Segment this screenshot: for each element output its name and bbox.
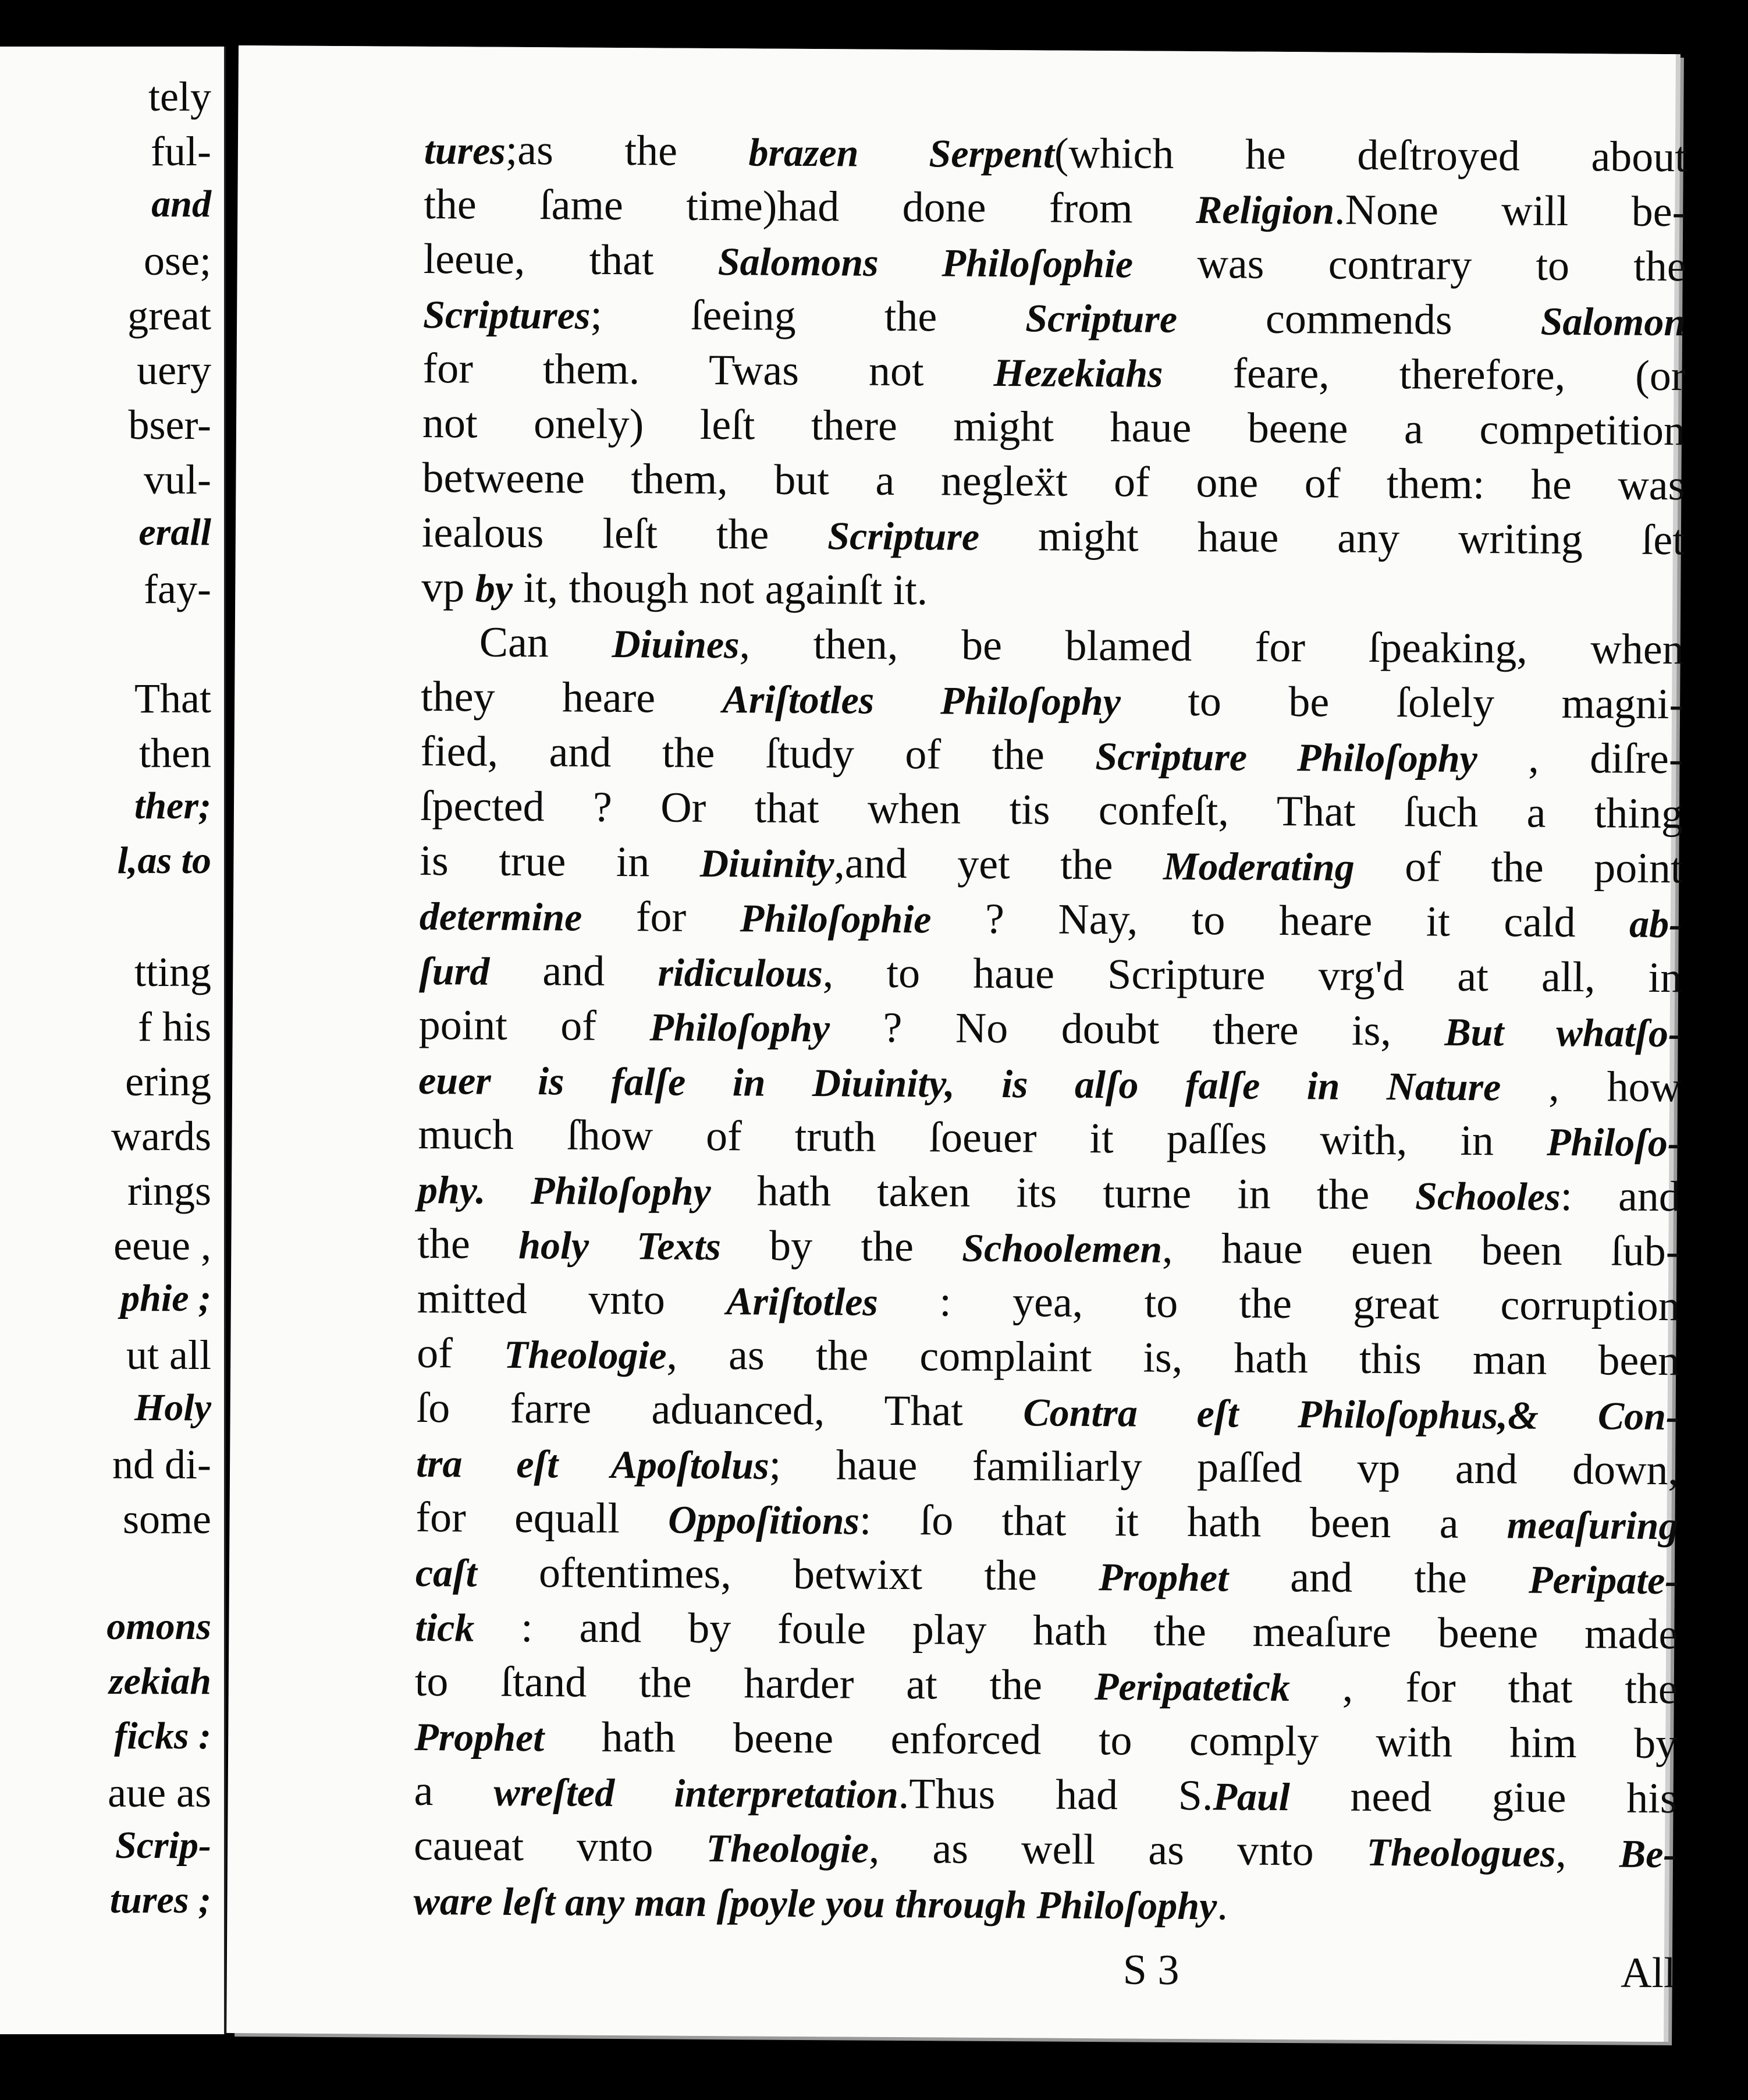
text-line: betweene them, but a negleẍt of one of them: he was: [422, 453, 1685, 510]
left-text-line: erall: [138, 511, 211, 554]
left-text-line: rings: [127, 1168, 211, 1214]
left-text-line: tting: [134, 949, 211, 995]
text-line: Prophet hath beene enforced to comply with him by: [414, 1713, 1678, 1768]
page-body-text: [413, 122, 1687, 1935]
left-text-line: Scrip-: [115, 1824, 211, 1867]
left-text-line: l,as to: [117, 839, 211, 882]
page-footer: [413, 1941, 1676, 2007]
catchword: All: [1621, 1949, 1676, 1998]
left-text-line: great: [127, 292, 211, 339]
text-line: for them. Twas not Hezekiahs feare, therefore, (or: [422, 344, 1686, 400]
left-text-line: ering: [125, 1058, 211, 1105]
left-page-fragment: [0, 47, 226, 2034]
text-line: of Theologie, as the complaint is, hath this man been: [417, 1329, 1680, 1385]
left-text-line: ficks :: [114, 1715, 211, 1757]
text-line: iealous leſt the Scripture might haue any writing ſet: [421, 508, 1685, 565]
left-text-line: then: [139, 730, 211, 776]
text-line: a wreſted interpretation.Thus had S.Paul need giue his: [414, 1766, 1677, 1823]
left-text-line: wards: [111, 1113, 211, 1159]
left-text-line: f his: [138, 1003, 211, 1050]
text-line: leeue, that Salomons Philoſophie was contrary to the: [423, 235, 1686, 291]
text-line: they heare Ariſtotles Philoſophy to be ſolely magni-: [420, 672, 1684, 729]
left-text-line: omons: [106, 1605, 211, 1648]
left-text-line: ose;: [144, 237, 211, 284]
text-line: ſpected ? Or that when tis confeſt, That ſuch a thing: [420, 782, 1683, 838]
text-line: phy. Philoſophy hath taken its turne in the Schooles: and: [417, 1166, 1681, 1221]
left-text-line: ut all: [126, 1332, 211, 1378]
text-line: fied, and the ſtudy of the Scripture Philoſophy , diſre-: [420, 727, 1683, 783]
left-text-line: tures ;: [109, 1879, 211, 1921]
text-line: tick : and by foule play hath the meaſure beene made: [415, 1603, 1678, 1659]
left-text-line: tely: [148, 73, 211, 120]
text-line: ſurd and ridiculous, to haue Scripture vrg'd at all, in: [419, 946, 1682, 1002]
text-line: caueat vnto Theologie, as well as vnto Theologues, Be-: [413, 1821, 1677, 1877]
left-text-line: bser-: [128, 402, 211, 448]
left-text-line: ther;: [134, 785, 211, 827]
text-line: mitted vnto Ariſtotles : yea, to the great corruption: [417, 1274, 1681, 1331]
text-line: Scriptures; ſeeing the Scripture commends Salomon: [422, 290, 1686, 345]
signature-mark: S 3: [1122, 1946, 1179, 1994]
text-line: ſo farre aduanced, That Contra eſt Philoſophus,& Con-: [416, 1384, 1679, 1439]
text-line: the holy Texts by the Schoolemen, haue euen been ſub-: [417, 1219, 1681, 1276]
left-text-line: vul-: [144, 456, 211, 503]
text-line: for equall Oppoſitions: ſo that it hath been a meaſuring: [415, 1493, 1679, 1548]
left-text-line: some: [123, 1496, 211, 1542]
text-line: is true in Diuinity,and yet the Moderating of the point: [420, 836, 1683, 893]
text-line: euer is falſe in Diuinity, is alſo falſe in Nature , how: [418, 1058, 1682, 1112]
left-text-line: That: [134, 675, 211, 722]
text-line: point of Philoſophy ? No doubt there is, But whatſo-: [418, 1001, 1682, 1056]
left-text-line: ful-: [151, 128, 211, 175]
text-line: tra eſt Apoſtolus; haue familiarly paſſed vp and down,: [415, 1441, 1679, 1495]
text-line: tures;as the brazen Serpent(which he deſtroyed about: [424, 126, 1687, 182]
text-line: not onely) leſt there might haue beene a competition: [422, 399, 1686, 455]
text-line: caſt oftentimes, betwixt the Prophet and the Peripate-: [415, 1548, 1679, 1603]
book-page: [226, 45, 1687, 2042]
text-line: determine for Philoſophie ? Nay, to heare it cald ab-: [419, 892, 1683, 947]
text-line: much ſhow of truth ſoeuer it paſſes with, in Philoſo-: [418, 1110, 1681, 1165]
left-text-line: eeue ,: [113, 1222, 211, 1269]
left-text-line: uery: [137, 347, 211, 393]
left-text-line: fay-: [144, 566, 211, 612]
text-line: to ſtand the harder at the Peripatetick , for that the: [414, 1657, 1678, 1714]
text-line: ware leſt any man ſpoyle you through Philoſophy.: [413, 1878, 1228, 1929]
left-text-line: nd di-: [112, 1441, 211, 1488]
left-text-line: phie ;: [120, 1277, 211, 1319]
left-text-line: zekiah: [108, 1660, 211, 1702]
text-line: the ſame time)had done from Religion.None will be-: [424, 180, 1687, 236]
left-text-line: Holy: [134, 1386, 211, 1429]
left-text-line: aue as: [108, 1769, 211, 1816]
text-line: vp by it, though not againſt it.: [421, 563, 928, 615]
left-text-line: and: [151, 183, 211, 225]
text-line: Can Diuines, then, be blamed for ſpeaking, when: [479, 618, 1684, 674]
